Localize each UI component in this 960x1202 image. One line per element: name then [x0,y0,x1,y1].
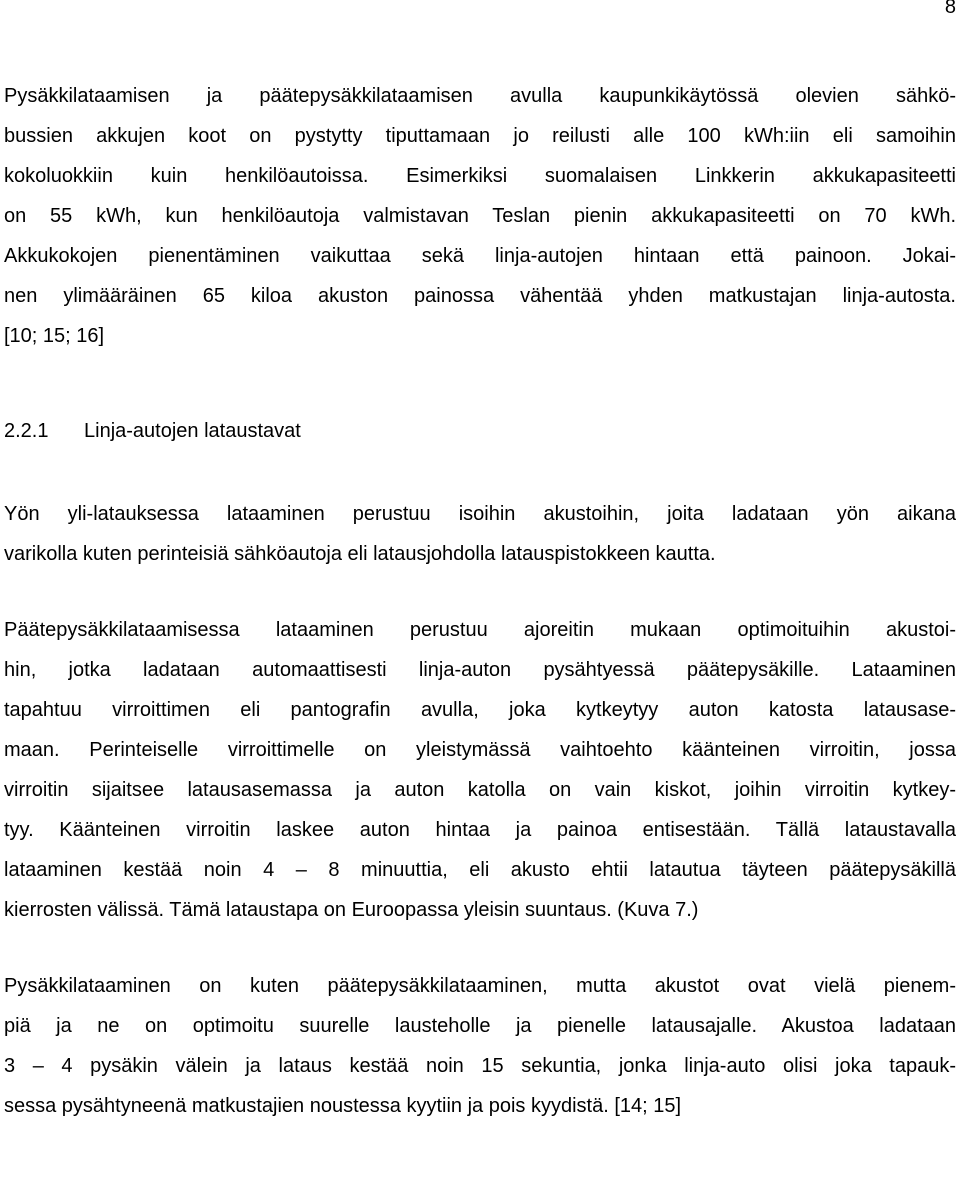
text-line: kokoluokkiin kuin henkilöautoissa. Esimerkiksi suomalaisen Linkkerin akkukapasiteetti [4,165,956,187]
text-line: maan. Perinteiselle virroittimelle on yleistymässä vaihtoehto käänteinen virroitin, jossa [4,739,956,761]
text-line: 3 – 4 pysäkin välein ja lataus kestää noin 15 sekuntia, jonka linja-auto olisi joka tapauk- [4,1055,956,1077]
text-line: [10; 15; 16] [4,325,105,347]
text-line: Pysäkkilataaminen on kuten päätepysäkkilataaminen, mutta akustot ovat vielä pienem- [4,975,956,997]
text-line: Yön yli-latauksessa lataaminen perustuu isoihin akustoihin, joita ladataan yön aikana [4,503,956,525]
text-line: tyy. Käänteinen virroitin laskee auton hintaa ja painoa entisestään. Tällä lataustavalla [4,819,956,841]
text-line: on 55 kWh, kun henkilöautoja valmistavan Teslan pienin akkukapasiteetti on 70 kWh. [4,205,956,227]
paragraph-4 [4,966,956,1126]
text-line: varikolla kuten perinteisiä sähköautoja eli latausjohdolla latauspistokkeen kautta. [4,543,716,565]
text-line: Pysäkkilataamisen ja päätepysäkkilataamisen avulla kaupunkikäytössä olevien sähkö- [4,85,956,107]
text-line: bussien akkujen koot on pystytty tiputtamaan jo reilusti alle 100 kWh:iin eli samoihin [4,125,956,147]
section-number: 2.2.1 [4,420,49,442]
text-line: sessa pysähtyneenä matkustajien noustessa kyytiin ja pois kyydistä. [14; 15] [4,1095,682,1117]
text-line: lataaminen kestää noin 4 – 8 minuuttia, eli akusto ehtii latautua täyteen päätepysäkillä [4,859,956,881]
paragraph-3 [4,610,956,930]
text-line: Päätepysäkkilataamisessa lataaminen perustuu ajoreitin mukaan optimoituihin akustoi- [4,619,956,641]
text-line: kierrosten välissä. Tämä lataustapa on Euroopassa yleisin suuntaus. (Kuva 7.) [4,899,699,921]
section-heading [4,411,956,451]
paragraph-1 [4,76,956,356]
text-line: piä ja ne on optimoitu suurelle lausteholle ja pienelle latausajalle. Akustoa ladataan [4,1015,956,1037]
document-body [4,76,956,1126]
text-line: nen ylimääräinen 65 kiloa akuston painossa vähentää yhden matkustajan linja-autosta. [4,285,956,307]
text-line: hin, jotka ladataan automaattisesti linja-auton pysähtyessä päätepysäkille. Lataaminen [4,659,956,681]
text-line: tapahtuu virroittimen eli pantografin avulla, joka kytkeytyy auton katosta latausase- [4,699,956,721]
text-line: virroitin sijaitsee latausasemassa ja auton katolla on vain kiskot, joihin virroitin kytkey- [4,779,956,801]
page-number: 8 [944,0,956,18]
section-title: Linja-autojen lataustavat [84,420,301,442]
paragraph-2 [4,494,956,574]
text-line: Akkukokojen pienentäminen vaikuttaa sekä linja-autojen hintaan että painoon. Jokai- [4,245,956,267]
